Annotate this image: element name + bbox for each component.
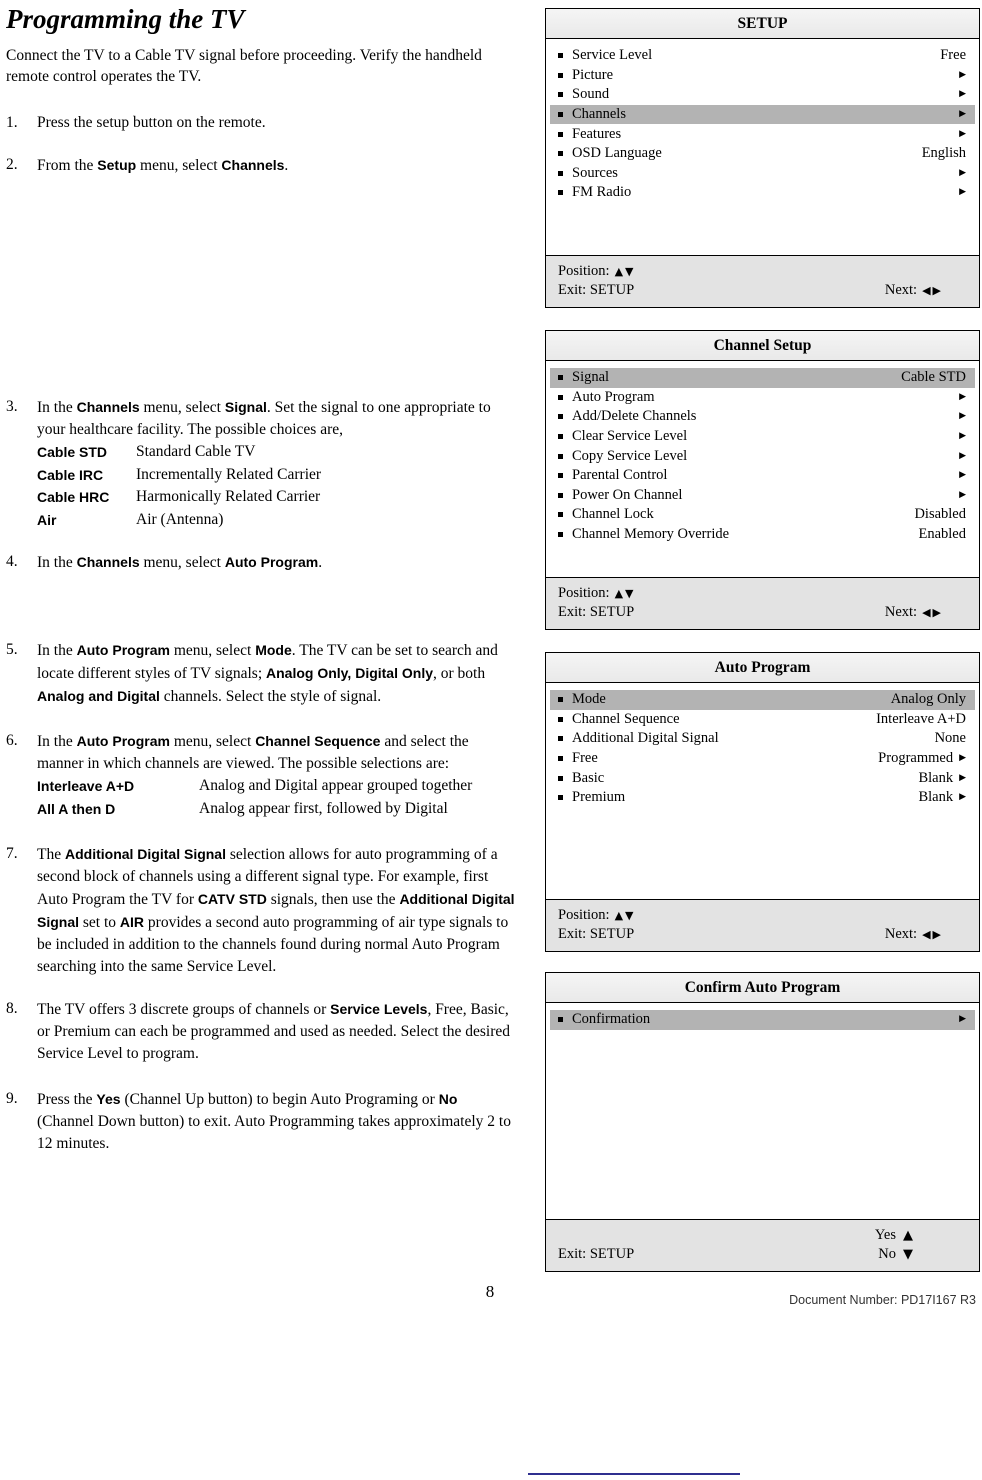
text-run: (Channel Down button) to exit. Auto Programming takes approximately 2 to 12 minutes. <box>37 1113 511 1152</box>
menu-item-picture <box>550 66 975 86</box>
bullet-icon <box>558 473 563 478</box>
sequence-choices-list <box>37 775 518 820</box>
footer-position-row <box>558 906 943 925</box>
menu-item-add-delete-channels <box>550 407 975 427</box>
step-number: 3. <box>6 398 18 415</box>
keyword: AIR <box>119 914 145 930</box>
document-number: Document Number: PD17I167 R3 <box>789 1293 976 1307</box>
menu-item-confirmation <box>550 1010 975 1030</box>
keyword: Signal <box>224 399 267 415</box>
menu-item-power-on-channel <box>550 486 975 506</box>
menu-footer <box>546 255 979 307</box>
text-run: . Set the signal to one appropriate to your healthcare facility. The possible choices are, <box>37 399 491 438</box>
definition-text: Standard Cable TV <box>136 443 256 460</box>
text-run: selection allows for auto programming of a second block of channels using a different signal type. For example, first Auto Program the TV for <box>37 846 498 908</box>
step-paragraph <box>37 154 518 177</box>
right-arrow-icon: ▶ <box>959 109 966 120</box>
step-number: 4. <box>6 553 18 570</box>
definition-row <box>37 775 518 798</box>
left-right-arrows-icon: ◀▶ <box>922 606 943 619</box>
menu-item-sound <box>550 85 975 105</box>
keyword: Additional Digital Signal <box>64 846 226 862</box>
step-number: 6. <box>6 732 18 749</box>
exit-label: Exit: SETUP <box>558 1246 635 1262</box>
page-title: Programming the TV <box>6 4 245 34</box>
definition-row <box>37 798 518 821</box>
keyword: Channels <box>221 157 285 173</box>
footer-position-row <box>558 584 943 603</box>
bullet-icon <box>558 717 563 722</box>
right-arrow-icon: ▶ <box>959 470 966 481</box>
step-8 <box>6 998 518 1065</box>
bullet-icon <box>558 112 563 117</box>
menu-items <box>546 361 979 577</box>
menu-item-label: Parental Control <box>572 467 668 484</box>
step-text <box>37 730 518 820</box>
menu-item-value: Cable STD <box>901 369 966 386</box>
menu-item-value: Interleave A+D <box>876 710 966 727</box>
menu-item-additional-digital-signal <box>550 729 975 749</box>
menu-item-channel-memory-override <box>550 525 975 545</box>
step-number: 2. <box>6 156 18 173</box>
bullet-icon <box>558 92 563 97</box>
instructions-column <box>6 4 534 1155</box>
text-run: In the <box>37 642 77 659</box>
menu-footer <box>546 899 979 951</box>
step-5 <box>6 639 518 708</box>
step-paragraph <box>37 843 518 978</box>
text-run: menu, select <box>169 642 256 659</box>
text-run: Press the setup button on the remote. <box>37 114 266 131</box>
menu-item-label: Service Level <box>572 47 653 64</box>
bullet-icon <box>558 1017 563 1022</box>
menu-item-value: Enabled <box>918 526 966 543</box>
menu-item-label: Channel Sequence <box>572 710 680 727</box>
menu-title: SETUP <box>546 9 979 39</box>
text-run: The <box>37 846 65 863</box>
text-run: In the <box>37 733 77 750</box>
menu-item-value: Blank <box>918 789 954 806</box>
position-label: Position: <box>558 263 610 279</box>
keyword: Yes <box>96 1091 121 1107</box>
auto-program-menu-screen <box>545 652 980 952</box>
page-number: 8 <box>485 1282 495 1301</box>
definition-row <box>37 441 518 464</box>
step-number: 5. <box>6 641 18 658</box>
right-arrow-icon: ▶ <box>959 187 966 198</box>
bullet-icon <box>558 756 563 761</box>
right-arrow-icon: ▶ <box>959 69 966 80</box>
definition-term: Cable IRC <box>37 466 104 483</box>
bullet-icon <box>558 512 563 517</box>
menu-item-label: Picture <box>572 66 614 83</box>
definition-term: Air <box>37 511 57 528</box>
menu-item-channel-sequence <box>550 710 975 730</box>
menu-item-features <box>550 124 975 144</box>
step-text <box>37 154 518 177</box>
text-run: signals, then use the <box>266 891 400 908</box>
text-run: menu, select <box>139 554 225 571</box>
text-run: channels. Select the style of signal. <box>159 688 382 705</box>
exit-label: Exit: SETUP <box>558 926 635 942</box>
bullet-icon <box>558 73 563 78</box>
text-run: set to <box>79 914 120 931</box>
menu-item-premium <box>550 788 975 808</box>
channel-setup-menu-screen <box>545 330 980 630</box>
up-arrow-icon: ▲ <box>903 1228 915 1243</box>
bullet-icon <box>558 493 563 498</box>
exit-label: Exit: SETUP <box>558 282 635 298</box>
menu-item-value: Free <box>940 47 966 64</box>
menu-title: Auto Program <box>546 653 979 683</box>
bullet-icon <box>558 454 563 459</box>
step-paragraph <box>37 730 518 775</box>
menu-item-value: Analog Only <box>890 691 966 708</box>
definition-text: Air (Antenna) <box>136 510 224 528</box>
menu-items <box>546 1003 979 1219</box>
menu-item-label: Add/Delete Channels <box>572 408 697 425</box>
step-paragraph <box>37 639 518 708</box>
right-arrow-icon: ▶ <box>959 89 966 100</box>
up-down-arrows-icon: ▲▼ <box>614 909 636 922</box>
keyword: Channel Sequence <box>255 733 381 749</box>
menu-item-channels <box>550 105 975 125</box>
menu-item-value: Disabled <box>914 506 966 523</box>
menu-item-value: English <box>921 145 966 162</box>
menu-item-fm-radio <box>550 183 975 203</box>
footer-exit-row <box>558 281 943 300</box>
step-text <box>37 551 518 574</box>
text-run: menu, select <box>139 399 225 416</box>
menu-item-label: OSD Language <box>572 145 662 162</box>
decorative-rule <box>528 1473 740 1475</box>
text-run: , Free, Basic, or Premium can each be programmed and used as needed. Select the desired Service Level to program. <box>37 1001 510 1062</box>
keyword: Mode <box>255 642 292 658</box>
right-arrow-icon: ▶ <box>959 753 966 764</box>
menu-item-auto-program <box>550 388 975 408</box>
definition-text: Analog and Digital appear grouped together <box>199 777 473 794</box>
definition-term: Cable HRC <box>37 489 110 505</box>
menu-item-service-level <box>550 46 975 66</box>
menu-item-free <box>550 749 975 769</box>
up-down-arrows-icon: ▲▼ <box>614 265 636 278</box>
menu-item-label: Channel Memory Override <box>572 526 730 543</box>
no-label: No <box>878 1246 896 1262</box>
menu-item-label: Free <box>572 750 598 767</box>
bullet-icon <box>558 171 563 176</box>
text-run: Press the <box>37 1091 97 1108</box>
right-arrow-icon: ▶ <box>959 391 966 402</box>
text-run: provides a second auto programming of air type signals to be included in addition to the channels found during normal Auto Program searching into the same Service Level. <box>37 914 509 975</box>
confirm-auto-program-menu-screen <box>545 972 980 1272</box>
text-run: In the <box>37 399 77 416</box>
keyword: Channels <box>76 554 140 570</box>
menu-item-channel-lock <box>550 505 975 525</box>
step-1 <box>6 112 518 134</box>
menu-item-label: Basic <box>572 769 605 786</box>
footer-position-row <box>558 262 943 281</box>
footer-exit-row <box>558 925 943 944</box>
step-paragraph <box>37 1088 518 1155</box>
footer-exit-row <box>558 603 943 622</box>
exit-label: Exit: SETUP <box>558 604 635 620</box>
definition-text: Analog appear first, followed by Digital <box>199 799 448 817</box>
keyword: Channels <box>76 399 140 415</box>
bullet-icon <box>558 776 563 781</box>
definition-term: All A then D <box>37 800 116 817</box>
step-7 <box>6 843 518 978</box>
text-run: The TV offers 3 discrete groups of channels or <box>37 1001 331 1018</box>
step-6 <box>6 730 518 820</box>
bullet-icon <box>558 53 563 58</box>
yes-label: Yes <box>874 1227 896 1243</box>
definition-text: Harmonically Related Carrier <box>136 488 321 505</box>
text-run: , or both <box>433 665 486 682</box>
step-paragraph <box>37 396 518 441</box>
footer-yes-row <box>558 1226 943 1245</box>
keyword: Auto Program <box>76 733 170 749</box>
menu-item-value: None <box>934 730 966 747</box>
bullet-icon <box>558 375 563 380</box>
definition-term: Interleave A+D <box>37 778 135 794</box>
keyword: Additional Digital Signal <box>37 891 515 930</box>
intro-paragraph: Connect the TV to a Cable TV signal before proceeding. Verify the handheld remote control operates the TV. <box>6 47 482 85</box>
right-arrow-icon: ▶ <box>959 792 966 803</box>
menu-item-signal <box>550 368 975 388</box>
menu-item-label: FM Radio <box>572 184 632 201</box>
bullet-icon <box>558 795 563 800</box>
keyword: Auto Program <box>224 554 319 570</box>
menu-items <box>546 683 979 899</box>
step-paragraph <box>37 551 518 574</box>
text-run: . <box>318 554 323 571</box>
menu-title: Confirm Auto Program <box>546 973 979 1003</box>
bullet-icon <box>558 395 563 400</box>
step-text <box>37 1088 518 1155</box>
step-2 <box>6 154 518 177</box>
keyword: Analog and Digital <box>37 688 160 704</box>
text-run: (Channel Up button) to begin Auto Programing or <box>120 1091 439 1108</box>
step-number: 1. <box>6 114 18 131</box>
bullet-icon <box>558 414 563 419</box>
step-text <box>37 112 518 134</box>
right-arrow-icon: ▶ <box>959 411 966 422</box>
text-run: From the <box>37 157 98 174</box>
right-arrow-icon: ▶ <box>959 431 966 442</box>
menu-item-label: Power On Channel <box>572 486 683 503</box>
menu-item-label: Premium <box>572 789 626 806</box>
menu-item-label: Signal <box>572 369 610 386</box>
keyword: CATV STD <box>197 891 267 907</box>
menu-item-label: Mode <box>572 691 606 708</box>
keyword: Auto Program <box>76 642 170 658</box>
step-text <box>37 998 518 1065</box>
step-paragraph <box>37 112 518 134</box>
menu-item-label: Features <box>572 125 622 142</box>
step-paragraph <box>37 998 518 1065</box>
definition-row <box>37 464 518 487</box>
step-4 <box>6 551 518 574</box>
setup-menu-screen <box>545 8 980 308</box>
menu-item-label: Channel Lock <box>572 506 654 523</box>
bullet-icon <box>558 190 563 195</box>
keyword: No <box>438 1091 458 1107</box>
step-number: 8. <box>6 1000 18 1017</box>
menu-item-osd-language <box>550 144 975 164</box>
up-down-arrows-icon: ▲▼ <box>614 587 636 600</box>
position-label: Position: <box>558 907 610 923</box>
right-arrow-icon: ▶ <box>959 450 966 461</box>
bullet-icon <box>558 132 563 137</box>
menu-item-label: Auto Program <box>572 388 655 405</box>
menu-item-label: Sources <box>572 164 618 181</box>
text-run: . The TV can be set to search and locate different styles of TV signals; <box>37 642 498 682</box>
text-run: and select the manner in which channels are viewed. The possible selections are: <box>37 733 469 772</box>
keyword: Setup <box>97 157 137 173</box>
step-9 <box>6 1088 518 1155</box>
next-label: Next: <box>884 282 918 298</box>
menu-item-label: Copy Service Level <box>572 447 688 464</box>
step-text <box>37 843 518 978</box>
menu-item-label: Channels <box>572 106 626 123</box>
menu-item-label: Confirmation <box>572 1011 651 1028</box>
text-run: menu, select <box>136 157 222 174</box>
step-text <box>37 639 518 708</box>
step-number: 9. <box>6 1090 18 1107</box>
left-right-arrows-icon: ◀▶ <box>922 928 943 941</box>
definition-term: Cable STD <box>37 444 108 460</box>
menu-footer <box>546 1219 979 1271</box>
next-label: Next: <box>884 926 918 942</box>
menu-item-clear-service-level <box>550 427 975 447</box>
bullet-icon <box>558 736 563 741</box>
step-number: 7. <box>6 845 18 862</box>
bullet-icon <box>558 532 563 537</box>
right-arrow-icon: ▶ <box>959 772 966 783</box>
definition-row <box>37 486 518 509</box>
menu-item-copy-service-level <box>550 446 975 466</box>
bullet-icon <box>558 434 563 439</box>
menu-items <box>546 39 979 255</box>
text-run: . <box>284 157 289 174</box>
menu-title: Channel Setup <box>546 331 979 361</box>
step-3 <box>6 396 518 531</box>
definition-row <box>37 509 518 532</box>
menu-item-label: Clear Service Level <box>572 428 688 445</box>
left-right-arrows-icon: ◀▶ <box>922 284 943 297</box>
text-run: menu, select <box>169 733 256 750</box>
definition-text: Incrementally Related Carrier <box>136 465 322 483</box>
menu-item-sources <box>550 164 975 184</box>
menu-item-label: Additional Digital Signal <box>572 730 719 747</box>
bullet-icon <box>558 151 563 156</box>
text-run: In the <box>37 554 77 571</box>
next-label: Next: <box>884 604 918 620</box>
keyword: Analog Only, Digital Only <box>266 665 433 681</box>
bullet-icon <box>558 697 563 702</box>
footer-exit-row <box>558 1245 943 1264</box>
right-arrow-icon: ▶ <box>959 489 966 500</box>
signal-choices-list <box>37 441 518 531</box>
menu-footer <box>546 577 979 629</box>
menu-item-mode <box>550 690 975 710</box>
keyword: Service Levels <box>330 1001 428 1017</box>
right-arrow-icon: ▶ <box>959 167 966 178</box>
step-text <box>37 396 518 531</box>
menu-item-value: Programmed <box>878 750 954 767</box>
right-arrow-icon: ▶ <box>959 1014 966 1025</box>
right-arrow-icon: ▶ <box>959 128 966 139</box>
menu-item-parental-control <box>550 466 975 486</box>
menu-item-label: Sound <box>572 86 610 103</box>
position-label: Position: <box>558 585 610 601</box>
menu-item-value: Blank <box>918 769 954 786</box>
down-arrow-icon: ▼ <box>903 1247 915 1262</box>
menu-item-basic <box>550 768 975 788</box>
